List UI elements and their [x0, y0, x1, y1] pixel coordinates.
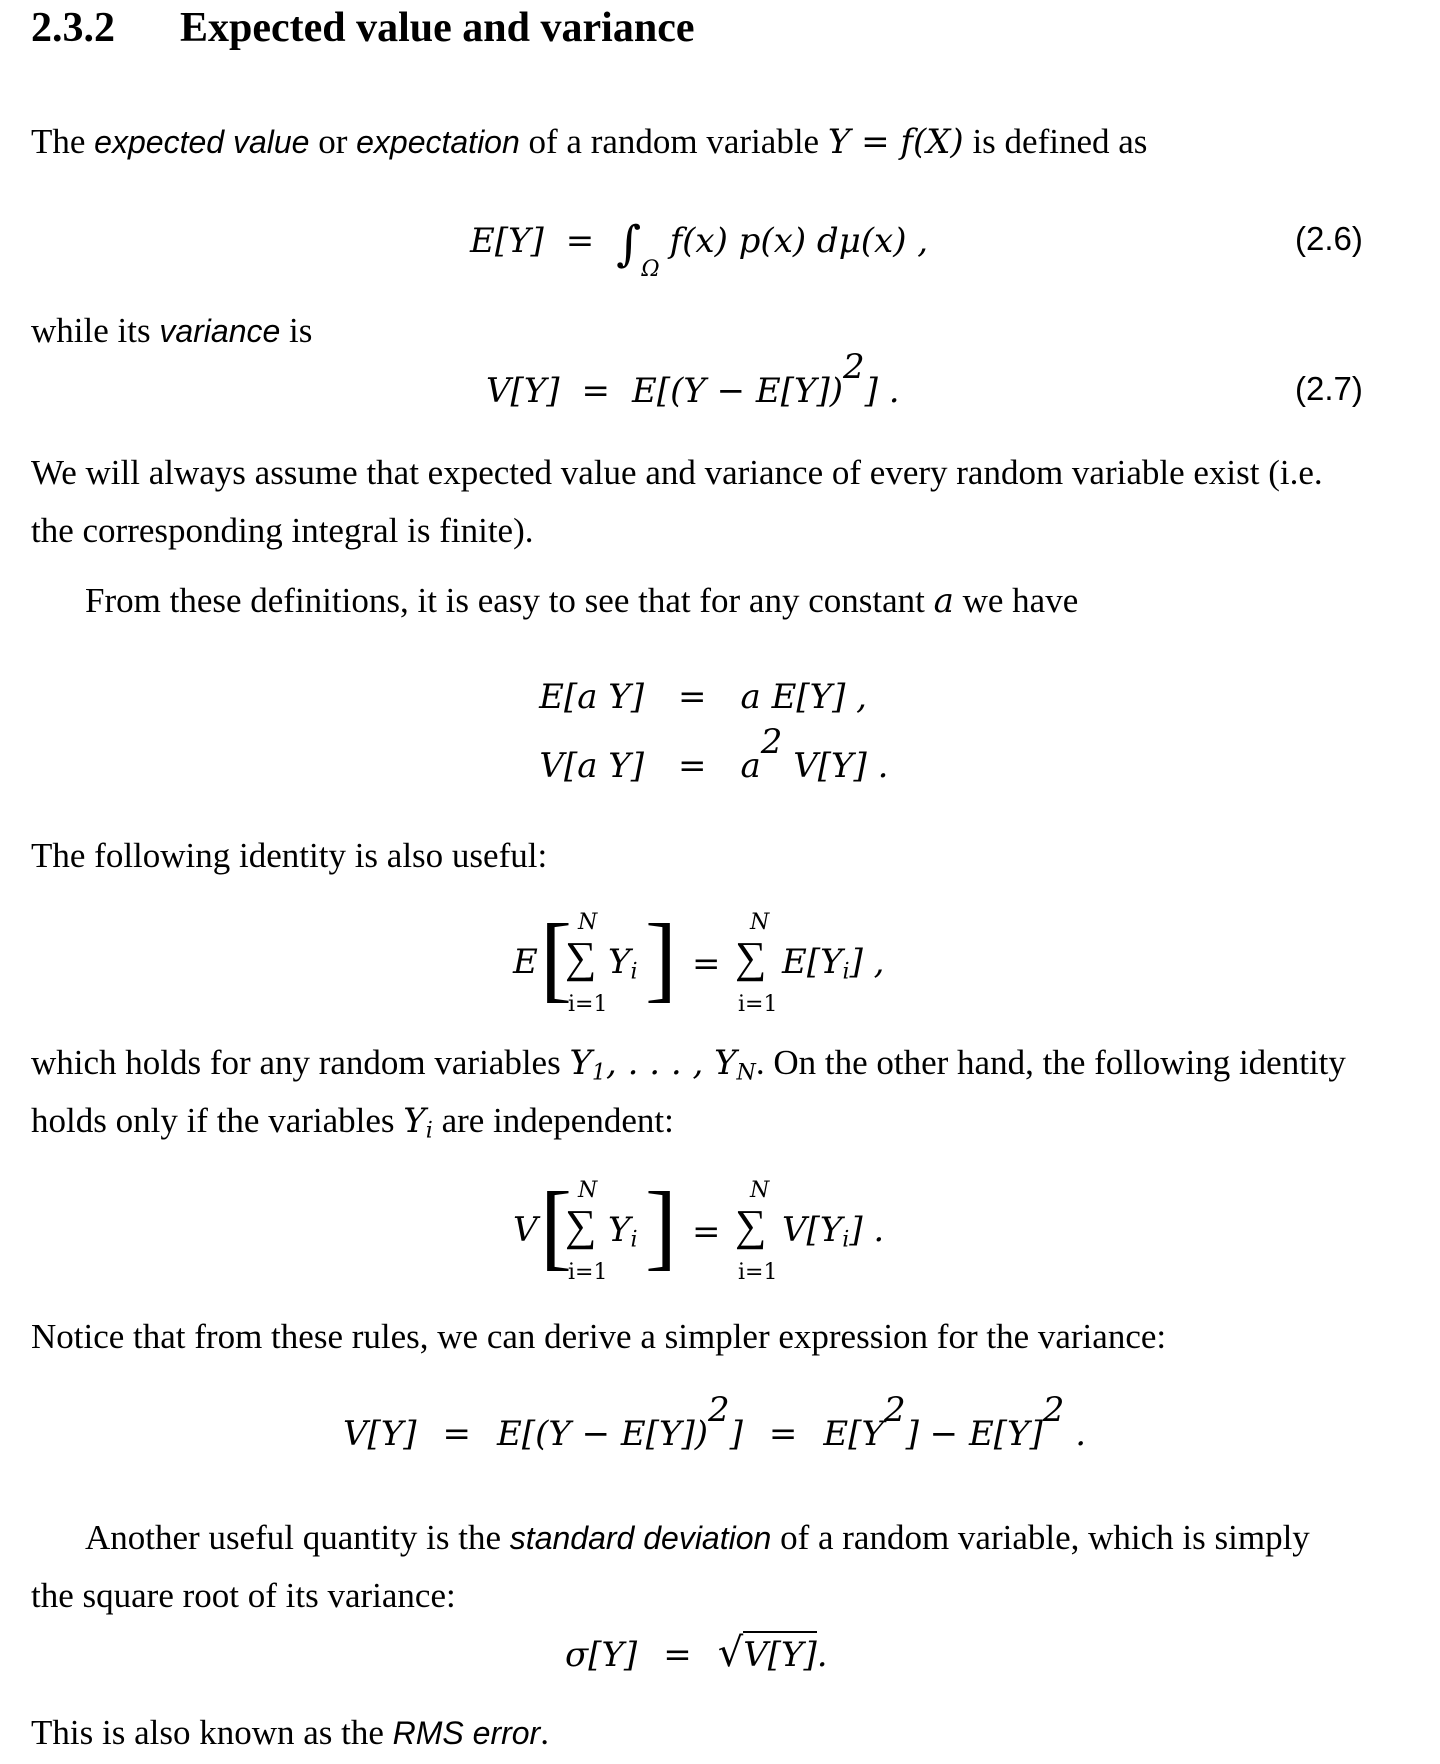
text: are independent:	[432, 1101, 674, 1140]
inline-math: $Y_i$	[403, 1101, 433, 1144]
equals-sign: =	[768, 1413, 798, 1454]
exponent: 2	[760, 722, 783, 762]
eq-rhs: E[Y	[823, 1413, 884, 1454]
paragraph-rms-error	[31, 1712, 549, 1754]
eq-rhs: a E[Y] ,	[740, 677, 867, 717]
equation-scaling-expectation	[532, 677, 867, 717]
exponent: 2	[708, 1390, 730, 1430]
equation-scaling-variance	[532, 722, 889, 786]
paragraph-standard-deviation-line1	[85, 1517, 1310, 1559]
sum-upper-limit: N	[750, 1178, 770, 1203]
text: which holds for any random variables	[31, 1043, 570, 1082]
paragraph-independence-line2	[31, 1100, 674, 1142]
integral-domain: Ω	[641, 257, 660, 282]
sum-lower-limit: i=1	[738, 1260, 778, 1285]
eq-rhs-mid: ] − E[Y]	[905, 1413, 1043, 1454]
term-expected-value: expected value	[94, 124, 310, 160]
eq-middle: E[(Y − E[Y])	[497, 1413, 708, 1454]
equation-2-7	[486, 347, 900, 411]
inline-math: a	[933, 581, 954, 621]
equals-sign: =	[692, 944, 721, 984]
section-title: Expected value and variance	[180, 5, 695, 51]
inline-math: Y = f(X)	[827, 122, 964, 162]
paragraph-expected-value-definition	[31, 121, 1147, 163]
term-standard-deviation: standard deviation	[509, 1520, 772, 1556]
eq-middle-end: ]	[729, 1413, 743, 1454]
eq-rhs: E[(Y − E[Y])	[632, 370, 843, 411]
eq-rhs-end: .	[1064, 1413, 1087, 1454]
term-rms-error: RMS error	[392, 1715, 541, 1751]
sqrt-sign: √	[717, 1630, 744, 1676]
paragraph-independence-line1	[31, 1042, 1346, 1084]
paragraph-assumption-line1: We will always assume that expected value and variance of every random variable exist (i.e.	[31, 453, 1323, 492]
inline-math: $Y_1$, . . . , $Y_N$	[569, 1043, 756, 1086]
paragraph-identity-intro: The following identity is also useful:	[31, 836, 548, 875]
eq-rhs-end: ] .	[864, 370, 900, 411]
paragraph-variance-intro	[31, 310, 312, 352]
equals-sign: =	[678, 745, 707, 786]
text: From these definitions, it is easy to see that for any constant	[85, 581, 934, 620]
text: while its	[31, 311, 160, 350]
eq-lhs: V[Y]	[343, 1413, 417, 1454]
text: holds only if the variables	[31, 1101, 404, 1140]
right-bracket: ]	[645, 1172, 677, 1279]
equals-sign: =	[581, 370, 611, 411]
paragraph-simpler-variance: Notice that from these rules, we can derive a simpler expression for the variance:	[31, 1317, 1167, 1356]
paragraph-standard-deviation-line2: the square root of its variance:	[31, 1576, 456, 1615]
equation-variance-of-sum	[510, 1172, 910, 1288]
eq-lhs: E[a Y]	[539, 677, 644, 717]
text: we have	[953, 581, 1079, 620]
equation-linearity-of-expectation	[510, 904, 910, 1020]
section-number: 2.3.2	[31, 5, 115, 51]
eq-lhs: V[Y]	[486, 370, 560, 411]
sum-sign: ∑	[565, 1201, 597, 1250]
eq-rhs: V[Y]	[743, 1631, 817, 1675]
equation-standard-deviation	[565, 1630, 828, 1676]
sum-sign: ∑	[735, 1201, 767, 1250]
paragraph-constant-rule	[85, 580, 1078, 622]
equation-2-6	[470, 212, 929, 282]
equals-sign: =	[692, 1212, 721, 1252]
eq-rhs-end: .	[816, 1635, 828, 1675]
text: . On the other hand, the following identity	[755, 1043, 1346, 1082]
eq-lhs: σ[Y]	[565, 1635, 638, 1675]
equals-sign: =	[678, 677, 707, 717]
equation-number-2-6: (2.6)	[1295, 220, 1363, 257]
sum-upper-limit: N	[578, 1178, 598, 1203]
sum-lower-limit: i=1	[568, 992, 608, 1017]
sum-lower-limit: i=1	[568, 1260, 608, 1285]
left-bracket: [	[540, 904, 572, 1011]
equation-variance-expansion	[343, 1390, 1087, 1454]
sum-sign: ∑	[735, 933, 767, 982]
eq-operator: V	[513, 1210, 538, 1250]
eq-rhs: f(x) p(x) dμ(x) ,	[669, 221, 929, 261]
eq-operator: E	[513, 942, 538, 982]
eq-rhs-end: V[Y] .	[782, 745, 889, 786]
sum-upper-limit: N	[750, 910, 770, 935]
text: is defined as	[963, 122, 1148, 161]
sum-lower-limit: i=1	[738, 992, 778, 1017]
term-expectation: expectation	[356, 124, 520, 160]
equals-sign: =	[565, 221, 595, 261]
section-heading	[31, 4, 694, 52]
text: of a random variable, which is simply	[771, 1518, 1310, 1557]
exponent: 2	[843, 347, 865, 387]
sum-upper-limit: N	[578, 910, 598, 935]
eq-lhs: V[a Y]	[539, 745, 644, 786]
text: is	[280, 311, 313, 350]
equation-number-2-7: (2.7)	[1295, 370, 1363, 407]
integral-sign: ∫	[616, 216, 642, 272]
paragraph-assumption-line2: the corresponding integral is finite).	[31, 511, 534, 550]
eq-lhs: E[Y]	[470, 221, 544, 261]
eq-rhs: $V[Y_i]$ .	[782, 1210, 885, 1253]
sum-body: $Y_i$	[608, 1210, 638, 1253]
eq-rhs: $E[Y_i]$ ,	[782, 942, 885, 985]
equals-sign: =	[442, 1413, 472, 1454]
right-bracket: ]	[645, 904, 677, 1011]
exponent: 2	[883, 1390, 906, 1430]
text: Another useful quantity is the	[85, 1518, 510, 1557]
text: of a random variable	[519, 122, 828, 161]
equals-sign: =	[663, 1635, 692, 1675]
term-variance: variance	[159, 313, 281, 349]
eq-rhs: a	[740, 745, 761, 786]
exponent: 2	[1042, 1390, 1065, 1430]
text: The	[31, 122, 95, 161]
text: or	[309, 122, 357, 161]
sum-body: $Y_i$	[608, 942, 638, 985]
text: .	[540, 1713, 549, 1752]
left-bracket: [	[540, 1172, 572, 1279]
text: This is also known as the	[31, 1713, 393, 1752]
sum-sign: ∑	[565, 933, 597, 982]
